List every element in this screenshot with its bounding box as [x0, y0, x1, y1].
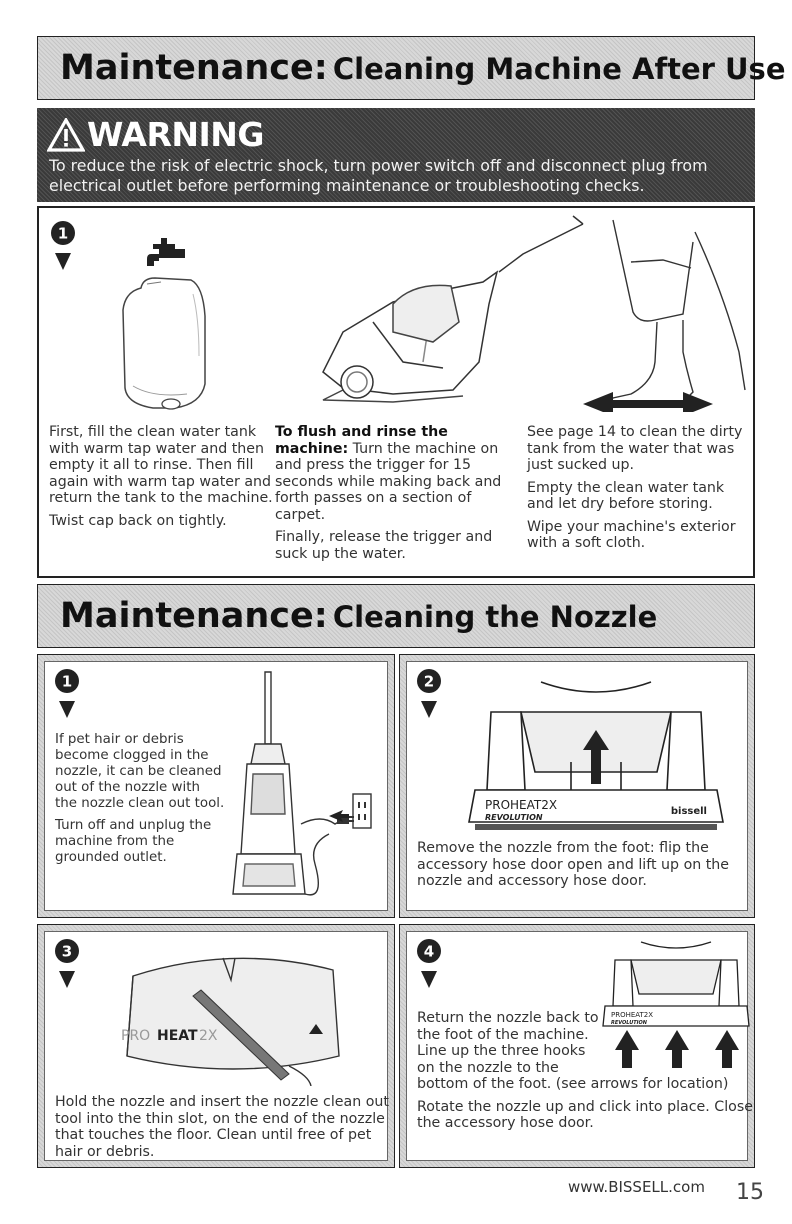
title-main: Maintenance: [60, 48, 328, 88]
after-use-col1-para1: First, fill the clean water tank with warm tap water and then empty it all to rinse. Then fill again with warm tap water and return the tank to the machine. [49, 424, 273, 506]
after-use-column-3 [527, 424, 749, 558]
nozzle-step-2-text: Remove the nozzle from the foot: flip the accessory hose door open and lift up on the nozzle and accessory hose door. [417, 840, 730, 889]
nozzle-step-2-panel [399, 654, 755, 918]
warning-heading: WARNING [87, 115, 264, 154]
after-use-col2-para2: Finally, release the trigger and suck up the water. [275, 529, 493, 562]
nozzle-step-1-panel [37, 654, 395, 918]
foot-brand-label: PROHEAT2X [611, 1011, 654, 1019]
section-title-after-use [37, 36, 786, 100]
step-2-badge-icon [413, 668, 447, 720]
foot-hose-door-illustration [461, 672, 731, 832]
nozzle-label-b: HEAT [157, 1028, 198, 1044]
foot-model-label: REVOLUTION [611, 1020, 647, 1026]
nozzle-label-a: PRO [121, 1028, 151, 1044]
nozzle-step-1-para2: Turn off and unplug the machine from the grounded outlet. [55, 818, 212, 865]
unplugged-machine-illustration [225, 664, 385, 912]
svg-text:1: 1 [61, 672, 73, 691]
nozzle-clean-tool-illustration [113, 936, 353, 1086]
svg-text:3: 3 [61, 942, 73, 961]
page-number: 15 [736, 1180, 764, 1205]
warning-text: To reduce the risk of electric shock, turn power switch off and disconnect plug from electrical outlet before performing maintenance or troubleshooting checks. [49, 156, 708, 195]
after-use-panel [37, 206, 755, 578]
wrap-spacer [603, 1010, 753, 1076]
water-tank-illustration [113, 236, 243, 426]
footer-url: www.BISSELL.com [568, 1178, 705, 1196]
flush-rinse-heading: To flush and rinse the machine: [275, 424, 448, 457]
foot-brand-label: PROHEAT2X [485, 798, 558, 812]
back-forth-arrow-icon [583, 392, 713, 412]
foot-logo-label: bissell [670, 806, 707, 817]
nozzle-label-c: 2X [199, 1028, 218, 1044]
nozzle-step-1-text [55, 732, 225, 872]
step-1-badge-icon [51, 668, 85, 720]
nozzle-step-3-panel [37, 924, 395, 1168]
after-use-col3-para2: Empty the clean water tank and let dry before storing. [527, 479, 725, 512]
title-main: Maintenance: [60, 596, 328, 636]
title-sub: Cleaning the Nozzle [332, 600, 658, 634]
section-title-nozzle [37, 584, 755, 648]
faucet-icon [147, 238, 185, 266]
title-sub: Cleaning Machine After Use [332, 52, 786, 86]
nozzle-step-1-para1: If pet hair or debris become clogged in the nozzle, it can be cleaned out of the nozzle with the nozzle clean out tool. [55, 732, 225, 811]
nozzle-step-4-text [417, 1010, 753, 1138]
wall-outlet-icon [353, 794, 371, 828]
warning-banner [37, 108, 755, 202]
after-use-col3-para3: Wipe your machine's exterior with a soft cloth. [527, 518, 736, 551]
step-3-badge-icon [51, 938, 85, 990]
nozzle-step-4-para2: Rotate the nozzle up and click into place. Close the accessory hose door. [417, 1098, 753, 1131]
nozzle-step-3-text: Hold the nozzle and insert the nozzle clean out tool into the thin slot, on the end of the nozzle that touches the floor. Clean until free of pet hair or debris. [55, 1094, 389, 1160]
svg-text:4: 4 [423, 942, 435, 961]
svg-text:2: 2 [423, 672, 435, 691]
nozzle-step-4-panel [399, 924, 755, 1168]
after-use-col2-para1: Turn the machine on and press the trigger for 15 seconds while making back and forth passes on a section of carpet. [275, 440, 502, 523]
after-use-column-1 [49, 424, 275, 535]
after-use-col3-para1: See page 14 to clean the dirty tank from the water that was just sucked up. [527, 424, 743, 473]
svg-text:1: 1 [57, 224, 69, 243]
foot-model-label: REVOLUTION [485, 813, 543, 822]
step-1-badge-icon [47, 220, 81, 272]
after-use-column-2 [275, 424, 505, 568]
nozzle-step-4-para1: Return the nozzle back to the foot of the machine. Line up the three hooks on the nozzle to the bottom of the foot. (see arrows for location) [417, 1010, 753, 1093]
after-use-col1-para2: Twist cap back on tightly. [49, 512, 227, 529]
flushing-machine-illustration [283, 212, 753, 412]
warning-triangle-icon [47, 118, 85, 152]
step-4-badge-icon [413, 938, 447, 990]
